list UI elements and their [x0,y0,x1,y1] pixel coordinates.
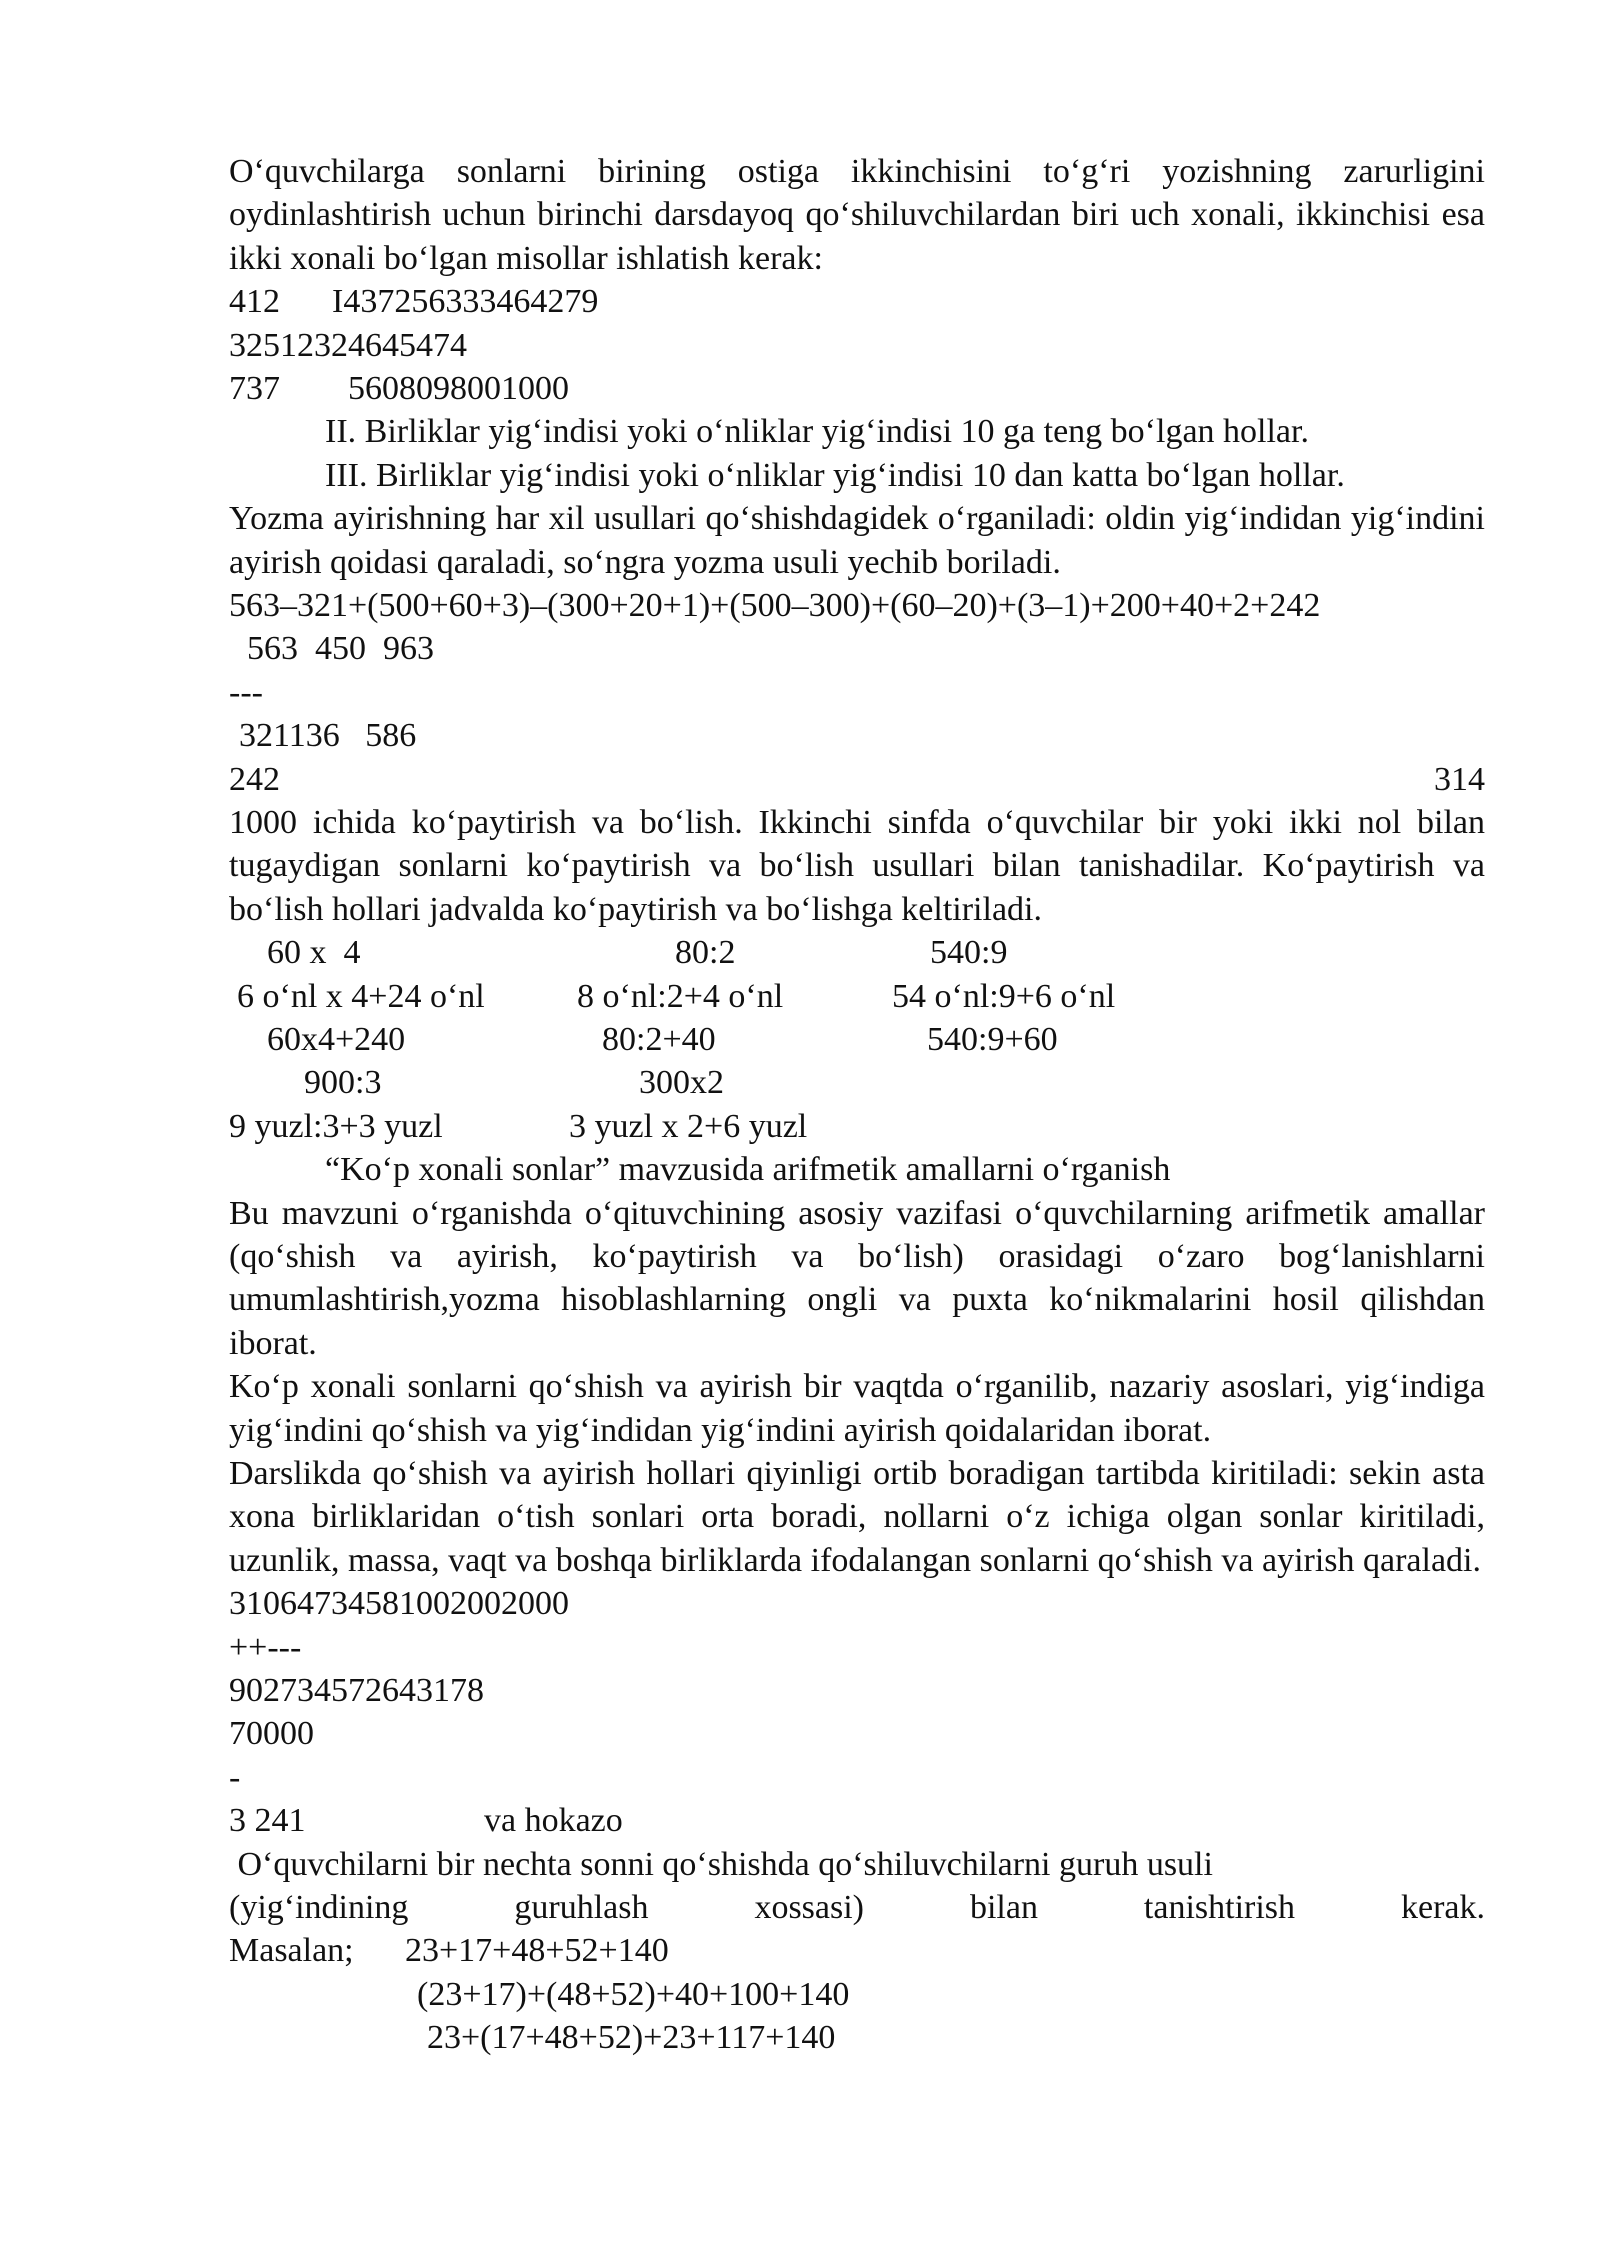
table-row [229,1061,1485,1104]
paragraph-grouping-line: (yig‘indining guruhlash xossasi) bilan tanishtirish kerak. [229,1888,1485,1926]
example-line: 902734572643178 [229,1671,484,1709]
table-row [229,1018,1485,1061]
table-cell: 80:2 [675,934,736,972]
example-line: ++--- [229,1628,302,1666]
paragraph-addition: Ko‘p xonali sonlarni qo‘shish va ayirish bir vaqtda o‘rganilib, nazariy asoslari, yig‘indiga yig‘indini qo‘shish va yig‘indidan yig‘indini ayirish qoidalaridan iborat. [229,1368,1485,1449]
example-line: - [229,1758,241,1796]
example-line [229,1929,1485,1972]
table-cell: 80:2+40 [602,1020,716,1058]
paragraph-multiplication: 1000 ichida ko‘paytirish va bo‘lish. Ikkinchi sinfda o‘quvchilar bir yoki ikki nol bilan tugaydigan sonlarni ko‘paytirish va bo‘lish usullari bilan tanishadilar. Ko‘paytirish va bo‘lish hollari jadvalda ko‘paytirish va bo‘lishga keltiriladi. [229,803,1485,928]
example-line: 70000 [229,1715,314,1753]
example-formula: (23+17)+(48+52)+40+100+140 [417,1975,850,2013]
paragraph-intro: O‘quvchilarga sonlarni birining ostiga ikkinchisini to‘g‘ri yozishning zarurligini oydinlashtirish uchun birinchi darsdayoq qo‘shiluvchilardan biri uch xonali, ikkinchisi esa ikki xonali bo‘lgan misollar ishlatish kerak: [229,153,1485,277]
example-line: --- [229,673,263,711]
example-line: 563 450 963 [247,630,434,668]
document-page [229,150,1485,2059]
case-three: III. Birliklar yig‘indisi yoki o‘nliklar yig‘indisi 10 dan katta bo‘lgan hollar. [325,456,1345,494]
case-two: II. Birliklar yig‘indisi yoki o‘nliklar yig‘indisi 10 ga teng bo‘lgan hollar. [325,413,1309,451]
table-row [229,931,1485,974]
paragraph-textbook: Darslikda qo‘shish va ayirish hollari qiyinligi ortib boradigan tartibda kiritiladi: sekin asta xona birliklaridan o‘tish sonlari orta boradi, nollarni o‘z ichiga olgan sonlar kiritiladi, uzunlik, massa, vaqt va boshqa birliklarda ifodalangan sonlarni qo‘shish va ayirish qaraladi. [229,1454,1485,1579]
example-line [229,280,1485,323]
table-cell: 540:9 [930,934,1008,972]
table-cell: 6 o‘nl x 4+24 o‘nl [237,977,485,1015]
example-text: va hokazo [484,1802,623,1840]
table-cell: 9 yuzl:3+3 yuzl [229,1107,443,1145]
example-number: 5608098001000 [348,370,569,407]
example-line: 321136 586 [239,717,417,755]
paragraph-subtraction: Yozma ayirishning har xil usullari qo‘shishdagidek o‘rganiladi: oldin yig‘indidan yig‘indini ayirish qoidasi qaraladi, so‘ngra yozma usuli yechib boriladi. [229,500,1485,581]
example-formula: 23+17+48+52+140 [405,1932,669,1970]
table-row [229,1105,1485,1148]
table-cell: 540:9+60 [927,1020,1058,1058]
example-number: 412 [229,283,280,321]
example-number: 242 [229,760,280,798]
example-formula: 23+(17+48+52)+23+117+140 [427,2019,836,2057]
example-number: 3 241 [229,1802,306,1840]
example-number: 314 [1434,760,1485,798]
table-cell: 60x4+240 [267,1020,406,1058]
example-label: Masalan; [229,1932,354,1970]
example-line [229,1799,1485,1842]
formula-line: 563–321+(500+60+3)–(300+20+1)+(500–300)+(60–20)+(3–1)+200+40+2+242 [229,586,1321,624]
paragraph-grouping-line: O‘quvchilarni bir nechta sonni qo‘shishda qo‘shiluvchilarni guruh usuli [229,1845,1213,1883]
example-line [229,367,1485,410]
table-cell: 8 o‘nl:2+4 o‘nl [577,977,784,1015]
example-line: 32512324645474 [229,326,467,364]
table-cell: 300x2 [639,1064,724,1102]
example-line: 31064734581002002000 [229,1585,569,1623]
example-number: I437256333464279 [332,283,599,321]
section-heading: “Ko‘p xonali sonlar” mavzusida arifmetik amallarni o‘rganish [325,1151,1171,1189]
table-cell: 3 yuzl x 2+6 yuzl [569,1107,808,1145]
table-row [229,975,1485,1018]
example-number: 737 [229,370,280,407]
table-cell: 900:3 [304,1064,382,1102]
table-cell: 60 x 4 [267,934,361,972]
paragraph-topic: Bu mavzuni o‘rganishda o‘qituvchining asosiy vazifasi o‘quvchilarning arifmetik amallar (qo‘shish va ayirish, ko‘paytirish va bo‘lish) orasidagi o‘zaro bog‘lanishlarni umumlashtirish,yozma hisoblashlarning ongli va puxta ko‘nikmalarini hosil qilishdan iborat. [229,1194,1485,1362]
table-cell: 54 o‘nl:9+6 o‘nl [892,977,1116,1015]
example-line [229,758,1485,801]
